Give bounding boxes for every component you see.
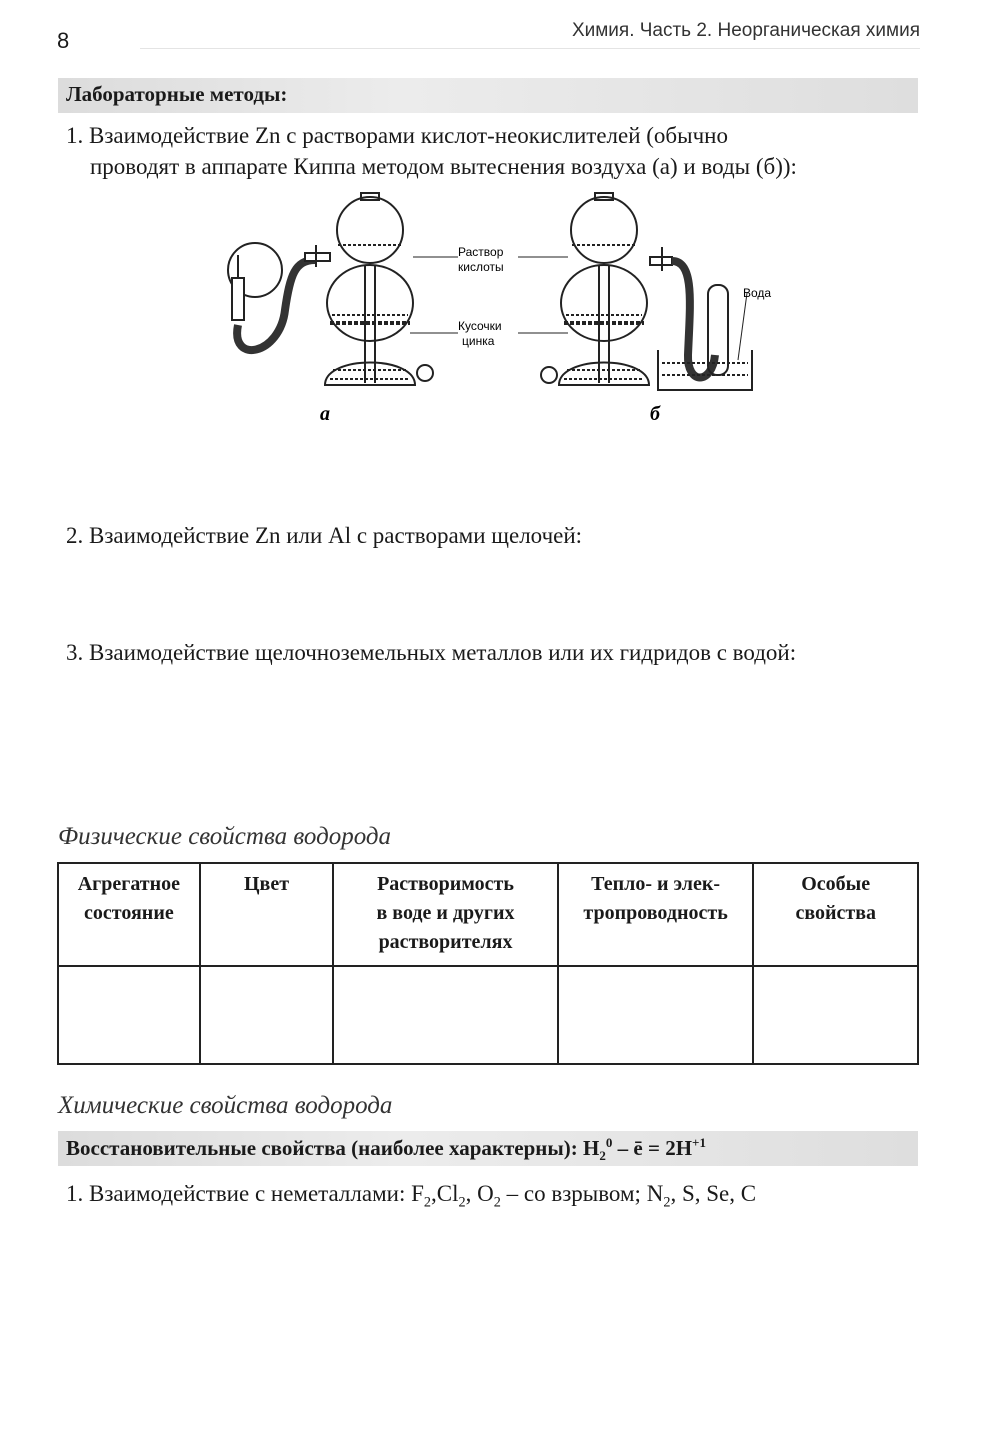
label-water: Вода [743,286,772,300]
reducing-properties-heading: Восстановительные свойства (наиболее характерны): $H_2^0$ – ē = $2H^{+1}$ [66,1135,706,1164]
table-row [58,966,918,1064]
kipp-apparatus-figure [200,185,780,435]
page-number: 8 [57,28,70,53]
table-header-row [58,863,918,966]
col-special-properties: Особые свойства [753,863,918,966]
cell-color[interactable] [200,966,333,1064]
lab-item-1-line-2: проводят в аппарате Киппа методом вытеснения воздуха (а) и воды (б)): [90,154,797,179]
cell-aggregate-state[interactable] [58,966,200,1064]
kipp-apparatus-b [541,193,752,390]
lab-item-1-line-1: 1. Взаимодействие Zn с растворами кислот-неокислителей (обычно [66,123,728,148]
label-acid-1: Раствор [458,245,504,259]
physical-properties-table [57,862,919,1065]
lab-item-2: 2. Взаимодействие Zn или Al с растворами щелочей: [66,523,583,548]
label-a: а [320,403,330,425]
col-color: Цвет [200,863,333,966]
cell-special-properties[interactable] [753,966,918,1064]
col-conductivity: Тепло- и элек- тропроводность [558,863,754,966]
lab-methods-heading: Лабораторные методы: [66,82,288,106]
header-rule [140,48,920,49]
lab-item-3: 3. Взаимодействие щелочноземельных металлов или их гидридов с водой: [66,640,797,665]
col-solubility: Растворимость в воде и других растворителях [333,863,557,966]
kipp-apparatus-a [228,193,433,385]
physical-properties-title: Физические свойства водорода [58,823,392,850]
running-title: Химия. Часть 2. Неорганическая химия [571,20,920,41]
col-aggregate-state: Агрегатное состояние [58,863,200,966]
cell-conductivity[interactable] [558,966,754,1064]
label-zinc-2: цинка [462,334,495,348]
label-b: б [650,403,660,425]
label-zinc-1: Кусочки [458,319,502,333]
chemical-properties-title: Химические свойства водорода [58,1092,393,1119]
cell-solubility[interactable] [333,966,557,1064]
chem-item-1: 1. Взаимодействие с неметаллами: $F_2,Cl_2$, $O_2$ – со взрывом; $N_2$, S, Se, C [66,1181,757,1211]
label-acid-2: кислоты [458,260,504,274]
